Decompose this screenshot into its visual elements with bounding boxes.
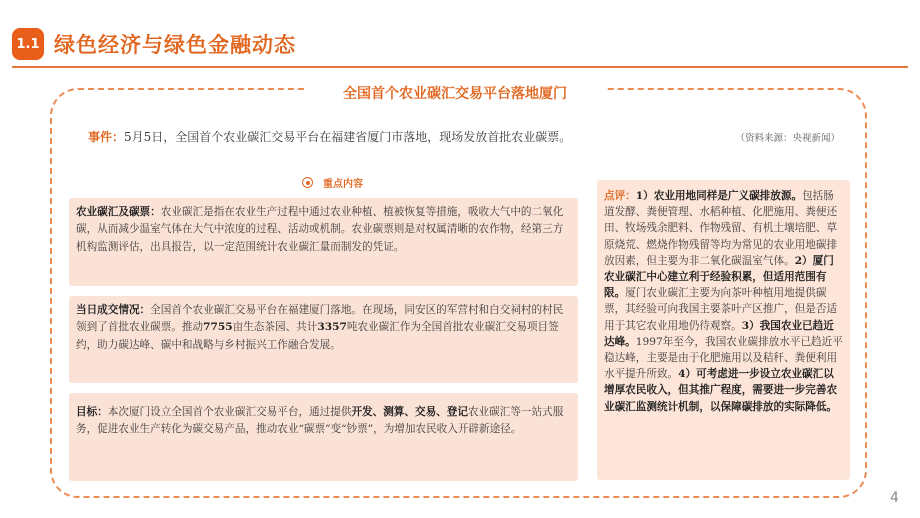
commentary-text: 包括肠道发酵、粪便管理、水稻种植、化肥施用、粪便还田、牧场残余肥料、作物残留、有机土壤培肥、草原烧荒、燃烧作物残留等均为常见的农业用地碳排放因素，但主要为非二氧化碳温室气体。 — [604, 190, 838, 267]
info-card-goal — [69, 393, 578, 481]
event-label: 事件： — [88, 130, 125, 144]
card-title: 目标： — [76, 406, 108, 418]
news-headline: 全国首个农业碳汇交易平台落地厦门 — [305, 78, 605, 108]
card-title: 当日成交情况： — [76, 304, 151, 316]
card-body: 农业碳汇是指在农业生产过程中通过农业种植、植被恢复等措施，吸收大气中的二氧化碳，从而减少温室气体在大气中浓度的过程、活动或机制。农业碳票则是对权属清晰的农作物，经第三方机构监测评估，出具报告，以一定范围统计农业碳汇量而制发的凭证。 — [76, 206, 564, 253]
commentary-label: 点评： — [604, 190, 636, 202]
key-content-label: 重点内容 — [323, 179, 363, 190]
commentary-text: 厦门农业碳汇主要为向茶叶种植用地提供碳票，其经验可向我国主要茶叶产区推广，但是否适用于其它农业用地仍待观察。 — [604, 287, 838, 332]
card-highlight: 7755 — [203, 321, 233, 334]
card-highlight: 开发、测算、交易、登记 — [351, 406, 468, 418]
card-body: 亩生态茶园、共计 — [232, 321, 318, 334]
target-icon — [302, 177, 313, 188]
info-card-transactions — [69, 296, 578, 383]
card-body: 吨农业碳汇作为全国首批农业碳汇交易项目签约，助力碳达峰、碳中和战略与乡村振兴工作融合发展。 — [76, 321, 559, 351]
card-body: 全国首个农业碳汇交易平台在福建厦门落地。在现场，同安区的军营村和白交祠村的村民领到了首批农业碳票。推动 — [76, 304, 564, 334]
commentary-panel — [597, 180, 850, 480]
event-source: （资料来源：央视新闻） — [735, 133, 840, 144]
commentary-point: 1）农业用地同样是广义碳排放源。 — [635, 190, 803, 202]
key-content-heading — [302, 175, 363, 190]
commentary-point: 3）我国农业已趋近达峰。 — [604, 319, 834, 348]
commentary-point: 2）厦门农业碳汇中心建立利于经验积累，但适用范围有限。 — [604, 254, 834, 300]
event-line — [88, 128, 848, 145]
commentary-point: 4）可考虑进一步设立农业碳汇以增厚农民收入，但其推广程度，需要进一步完善农业碳汇监测统计机制，以保障碳排放的实际降低。 — [604, 368, 838, 413]
card-title: 农业碳汇及碳票： — [76, 206, 161, 218]
commentary-text: 1997年至今，我国农业碳排放水平已趋近平稳达峰，主要是由于化肥施用以及秸秆、粪便利用水平提升所致。 — [604, 335, 843, 381]
info-card-carbon-sink — [69, 198, 578, 286]
page-title: 绿色经济与绿色金融动态 — [54, 33, 296, 57]
page-number: 4 — [890, 490, 899, 506]
card-body: 农业碳汇等一站式服务，促进农业生产转化为碳交易产品，推动农业“碳票”变“钞票”，为增加农民收入开辟新途径。 — [76, 406, 564, 436]
card-body: 本次厦门设立全国首个农业碳汇交易平台，通过提供 — [107, 406, 352, 418]
event-text: 5月5日，全国首个农业碳汇交易平台在福建省厦门市落地，现场发放首批农业碳票。 — [124, 130, 572, 144]
title-underline — [12, 66, 908, 68]
card-highlight: 3357 — [317, 321, 347, 334]
page-header — [12, 28, 296, 60]
section-number-badge: 1.1 — [12, 28, 44, 60]
